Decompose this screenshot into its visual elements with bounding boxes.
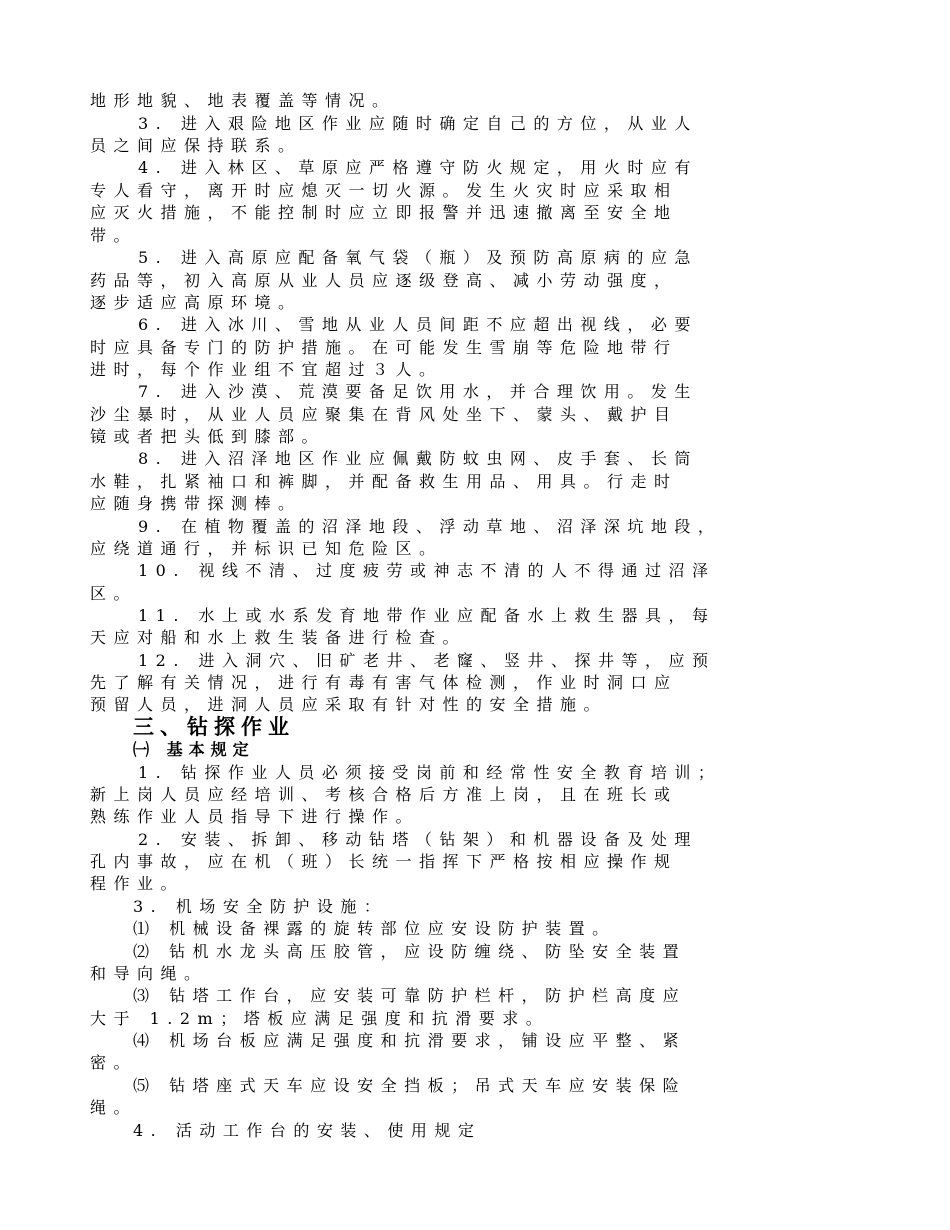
- text-line: ⑴ 机械设备裸露的旋转部位应安设防护装置。: [133, 919, 616, 938]
- text-line: 8. 进入沼泽地区作业应佩戴防蚊虫网、皮手套、长筒: [138, 449, 698, 468]
- text-line: 3. 机场安全防护设施：: [133, 897, 388, 916]
- text-line: 预留人员，进洞人员应采取有针对性的安全措施。: [90, 695, 608, 714]
- text-line: 水鞋，扎紧袖口和裤脚，并配备救生用品、用具。行走时: [90, 472, 678, 491]
- section-heading: 三、钻探作业: [133, 715, 295, 739]
- text-line: 11. 水上或水系发育地带作业应配备水上救生器具，每: [138, 606, 716, 625]
- text-line: 和导向绳。: [90, 964, 208, 983]
- text-line: 逐步适应高原环境。: [90, 293, 302, 312]
- text-line: 进时，每个作业组不宜超过３人。: [90, 360, 443, 379]
- text-line: 时应具备专门的防护措施。在可能发生雪崩等危险地带行: [90, 338, 678, 357]
- text-line: ⑵ 钻机水龙头高压胶管，应设防缠绕、防坠安全装置: [133, 942, 687, 961]
- text-line: 区。: [90, 584, 138, 603]
- text-line: 新上岗人员应经培训、考核合格后方准上岗，且在班长或: [90, 785, 678, 804]
- text-line: 熟练作业人员指导下进行操作。: [90, 807, 420, 826]
- subsection-heading: ㈠ 基本规定: [133, 740, 255, 759]
- text-line: 大于 1.2m；塔板应满足强度和抗滑要求。: [90, 1009, 550, 1028]
- text-line: 7. 进入沙漠、荒漠要备足饮用水，并合理饮用。发生: [138, 382, 698, 401]
- text-line: 6. 进入冰川、雪地从业人员间距不应超出视线，必要: [138, 315, 698, 334]
- text-line: 应随身携带探测棒。: [90, 494, 302, 513]
- text-line: 9. 在植物覆盖的沼泽地段、浮动草地、沼泽深坑地段，: [138, 517, 722, 536]
- text-line: 绳。: [90, 1098, 138, 1117]
- text-line: 4. 活动工作台的安装、使用规定: [133, 1121, 482, 1140]
- text-line: 天应对船和水上救生装备进行检查。: [90, 628, 467, 647]
- text-line: 镜或者把头低到膝部。: [90, 427, 326, 446]
- text-line: 4. 进入林区、草原应严格遵守防火规定，用火时应有: [138, 158, 698, 177]
- text-line: 应绕道通行，并标识已知危险区。: [90, 539, 443, 558]
- text-line: 2. 安装、拆卸、移动钻塔（钻架）和机器设备及处理: [138, 830, 698, 849]
- text-line: 孔内事故，应在机（班）长统一指挥下严格按相应操作规: [90, 852, 678, 871]
- text-line: 密。: [90, 1053, 138, 1072]
- text-line: 带。: [90, 226, 138, 245]
- text-line: 沙尘暴时，从业人员应聚集在背风处坐下、蒙头、戴护目: [90, 405, 678, 424]
- text-line: 10. 视线不清、过度疲劳或神志不清的人不得通过沼泽: [138, 561, 716, 580]
- text-line: 地形地貌、地表覆盖等情况。: [90, 91, 396, 110]
- text-line: 1. 钻探作业人员必须接受岗前和经常性安全教育培训；: [138, 763, 722, 782]
- text-line: 5. 进入高原应配备氧气袋（瓶）及预防高原病的应急: [138, 248, 698, 267]
- text-line: ⑶ 钻塔工作台，应安装可靠防护栏杆，防护栏高度应: [133, 986, 687, 1005]
- text-line: 12. 进入洞穴、旧矿老井、老窿、竖井、探井等，应预: [138, 651, 716, 670]
- text-line: 程作业。: [90, 874, 185, 893]
- text-line: 药品等，初入高原从业人员应逐级登高、减小劳动强度，: [90, 271, 678, 290]
- text-line: 3. 进入艰险地区作业应随时确定自己的方位，从业人: [138, 114, 698, 133]
- text-line: 先了解有关情况，进行有毒有害气体检测，作业时洞口应: [90, 673, 678, 692]
- text-line: ⑸ 钻塔座式天车应设安全挡板；吊式天车应安装保险: [133, 1076, 687, 1095]
- text-line: 应灭火措施，不能控制时应立即报警并迅速撤离至安全地: [90, 203, 678, 222]
- text-line: ⑷ 机场台板应满足强度和抗滑要求，铺设应平整、紧: [133, 1031, 687, 1050]
- text-line: 专人看守，离开时应熄灭一切火源。发生火灾时应采取相: [90, 181, 678, 200]
- text-line: 员之间应保持联系。: [90, 136, 302, 155]
